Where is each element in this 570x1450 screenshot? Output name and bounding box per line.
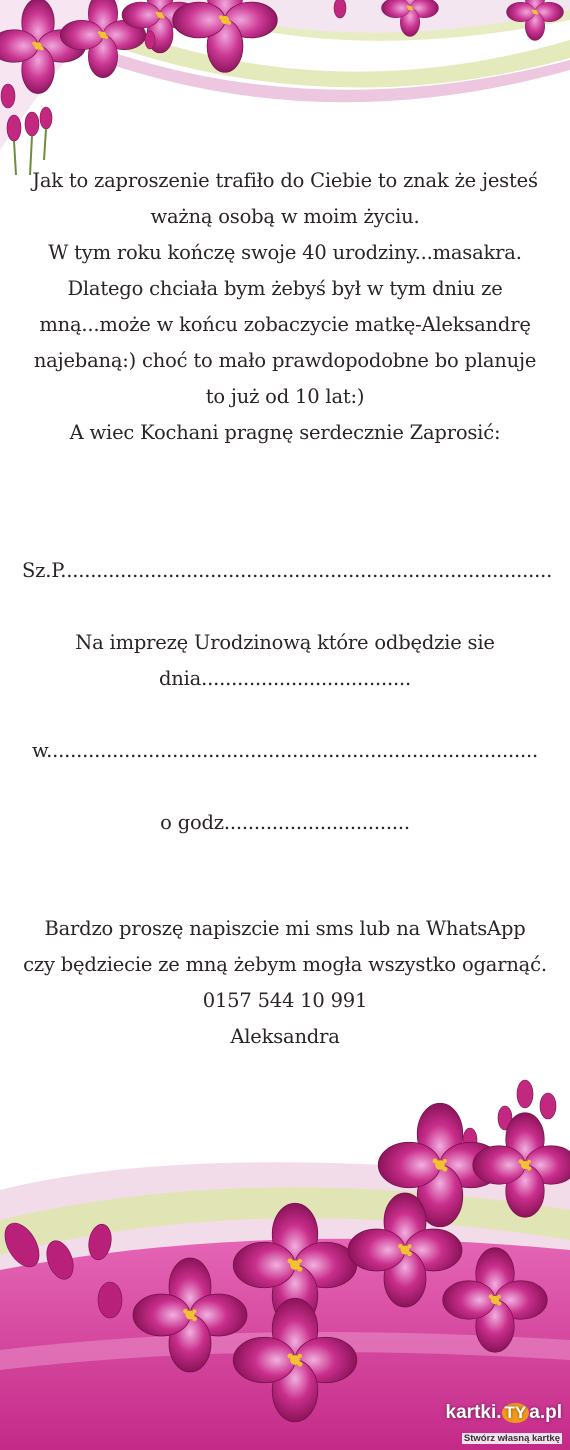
request-line-2: czy będziecie ze mną żebym mogła wszystko ogarnąć. (23, 953, 547, 976)
invitation-line-5: mną...może w końcu zobaczycie matkę-Aleksandrę (39, 313, 531, 336)
invitation-line-8: A wiec Kochani pragnę serdecznie Zaprosić: (69, 421, 501, 444)
logo-slogan: Stwórz własną kartkę (463, 1433, 560, 1444)
request-line-1: Bardzo proszę napiszcie mi sms lub na WhatsApp (44, 917, 526, 940)
recipient-line: Sz.P.................................................................................. (22, 559, 553, 582)
signature: Aleksandra (230, 1025, 340, 1048)
invitation-line-7: to już od 10 lat:) (205, 385, 365, 408)
invitation-line-4: Dlatego chciała bym żebyś był w tym dniu ze (67, 277, 503, 300)
spacer (22, 769, 548, 805)
kartki-logo[interactable] (445, 1402, 562, 1444)
spacer (22, 451, 548, 553)
invitation-line-3: W tym roku kończę swoje 40 urodziny...masakra. (48, 241, 522, 264)
top-floral-decoration (0, 0, 570, 175)
date-line: dnia................................... (158, 667, 412, 690)
spacer (22, 589, 548, 625)
party-line: Na imprezę Urodzinową które odbędzie sie (75, 631, 495, 654)
invitation-line-1: Jak to zaproszenie trafiło do Ciebie to znak że jesteś (32, 169, 538, 192)
time-line: o godz............................... (160, 811, 410, 834)
invitation-line-2: ważną osobą w moim życiu. (150, 205, 420, 228)
logo-brand (446, 1402, 562, 1424)
logo-brand-prefix: kartki. (445, 1402, 502, 1423)
phone-number: 0157 544 10 991 (202, 989, 368, 1012)
spacer (22, 841, 548, 911)
spacer (22, 697, 548, 733)
place-line: w.................................................................................. (31, 739, 539, 762)
logo-brand-suffix: a.pl (529, 1402, 562, 1423)
bottom-floral-decoration (0, 1070, 570, 1450)
logo-brand-mid: TY (502, 1403, 530, 1423)
invitation-text (22, 163, 553, 1055)
bottom-floral-artwork (0, 1070, 570, 1450)
invitation-line-6: najebaną:) choć to mało prawdopodobne bo planuje (33, 349, 537, 372)
top-floral-artwork (0, 0, 570, 175)
